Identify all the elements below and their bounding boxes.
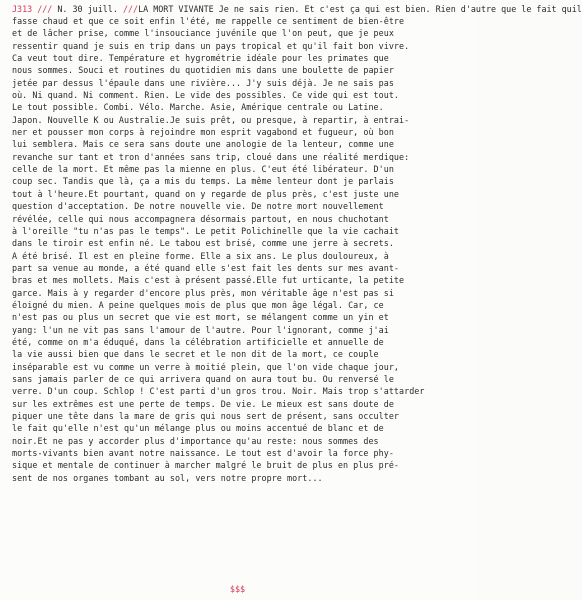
header-separator: /// [122,4,139,14]
text-line: été, comme on m'a éduqué, dans la célébration artificielle et annuelle de [12,336,384,347]
text-line: et de lâcher prise, comme l'insouciance juvénile que l'on peut, que je peux [12,28,394,39]
text-line: piquer une tête dans la mare de gris qui nous sert de présent, sans occulter [12,411,400,421]
page-header [12,4,582,15]
text-line: tout à l'heure.Et pourtant, quand on y regarde de plus près, c'est juste une [12,188,400,199]
text-line: question d'acceptation. De notre nouvelle vie. De notre mort nouvellement [12,201,384,212]
text-line: où. Ni quand. Ni comment. Rien. Le vide des possibles. Ce vide qui est tout. [12,90,400,101]
text-line: le fait qu'elle n'est qu'un mélange plus ou moins accentué de blanc et de [12,423,384,434]
text-line: révélée, celle qui nous accompagnera désormais partout, en nous chuchotant [12,213,389,224]
text-line: celle de la mort. Et même pas la mienne en plus. C'eut été libérateur. D'un [12,164,394,175]
text-line: revanche sur tant et tron d'années sans trip, cloué dans une réalité merdique: [12,151,410,162]
text-line: sans jamais parler de ce qui arrivera quand on aura tout bu. Ou renversé le [12,373,394,384]
text-line: inséparable est vu comme un verre à moitié plein, que l'on vide chaque jour, [12,361,400,372]
text-line: ressentir quand je suis en trip dans un pays tropical et qu'il fait bon vivre. [12,40,410,51]
first-line-text: Je ne sais rien. Et c'est ça qui est bien. Rien d'autre que le fait quil [213,4,582,14]
text-line: garce. Mais à y regarder d'encore plus près, mon véritable âge n'est pas si [12,287,394,298]
text-line: Le tout possible. Combi. Vélo. Marche. Asie, Amérique centrale ou Latine. [12,102,384,113]
text-line: n'est pas ou plus un secret que vie est mort, se mélangent comme un yin et [12,312,389,323]
text-line: à l'oreille "tu n'as pas le temps". Le petit Polichinelle que la vie cachait [12,225,400,236]
text-line: fasse chaud et que ce soit enfin l'été, me rappelle ce sentiment de bien-être [12,16,405,26]
text-line: morts-vivants bien avant notre naissance. Le tout est d'avoir la force phy- [12,448,394,459]
body-text [12,15,472,484]
entry-title: LA MORT VIVANTE [138,4,214,14]
text-line: sent de nos organes tombant au sol, vers notre propre mort... [12,472,323,483]
text-line: la vie aussi bien que dans le secret et le non dit de la mort, ce couple [12,349,379,360]
text-line: ner et pousser mon corps à rejoindre mon esprit vagabond et fugueur, où bon [12,127,394,138]
text-line: jetée par dessus l'épaule dans une rivière... J'y suis déjà. Je ne sais pas [12,77,394,88]
text-line: Ca veut tout dire. Température et hygrométrie idéale pour les primates que [12,53,389,64]
text-line: bras et mes mollets. Mais c'est à présent passé.Elle fut urticante, la petite [12,275,405,286]
journal-ref: J313 /// [12,4,53,14]
text-line: Japon. Nouvelle K ou Australie.Je suis prêt, ou presque, à repartir, à entrai- [12,114,410,125]
text-line: sur les extrêmes est une perte de temps. De vie. Le mieux est sans doute de [12,398,394,409]
text-line: yang: l'un ne vit pas sans l'amour de l'autre. Pour l'ignorant, comme j'ai [12,324,389,335]
text-line: A été brisé. Il est en pleine forme. Elle a six ans. Le plus douloureux, à [12,250,389,261]
entry-date: N. 30 juill. [52,4,123,14]
text-line: coup sec. Tandis que là, ça a mis du temps. La même lenteur dont je parlais [12,176,394,187]
text-line: noir.Et ne pas y accorder plus d'importance qu'au reste: nous sommes des [12,435,379,446]
text-line: verre. D'un coup. Schlop ! C'est parti d'un gros trou. Noir. Mais trop s'attarder [12,386,425,397]
text-line: dans le tiroir est enfin né. Le tabou est brisé, comme une jerre à secrets. [12,238,394,249]
text-line: part sa venue au monde, a été quand elle s'est fait les dents sur mes avant- [12,262,400,273]
text-line: éloigné du mien. A peine quelques mois de plus que mon âge légal. Car, ce [12,299,384,310]
text-line: lui semblera. Mais ce sera sans doute une anologie de la lenteur, comme une [12,139,394,150]
text-line: nous sommes. Souci et routines du quotidien mis dans une boulette de papier [12,65,394,76]
text-line: sique et mentale de continuer à marcher malgré le bruit de plus en plus pré- [12,460,400,471]
page-folio: $$$ [229,584,246,594]
